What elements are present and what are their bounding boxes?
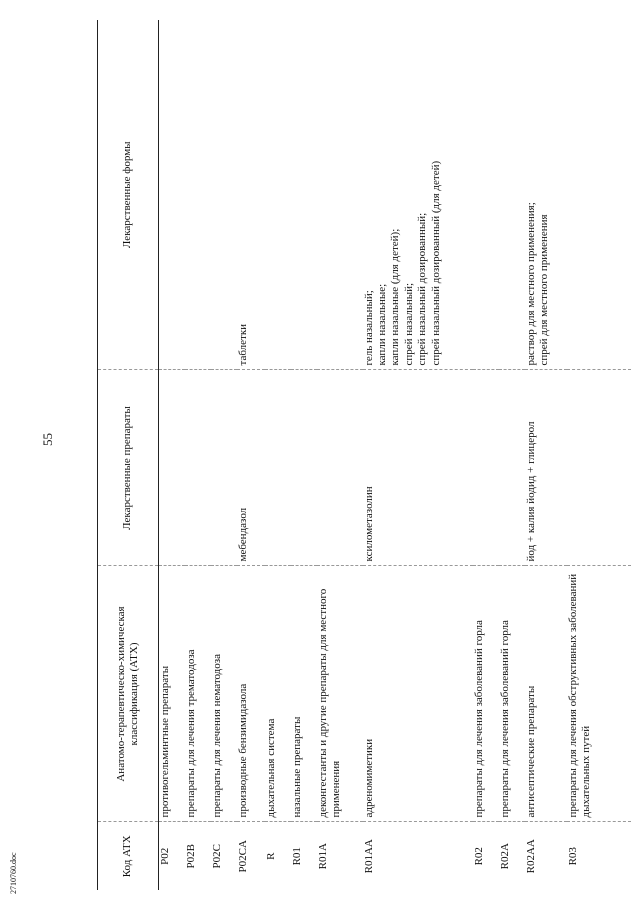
- cell-forms: [473, 20, 499, 370]
- cell-drug: [291, 370, 317, 566]
- cell-classification: противогельминтные препараты: [159, 566, 185, 822]
- table-row: [473, 20, 499, 890]
- cell-classification: препараты для лечения обструктивных заболеваний дыхательных путей: [567, 566, 631, 822]
- table-row: [237, 20, 265, 890]
- cell-classification: дыхательная система: [265, 566, 291, 822]
- table-row: [525, 20, 567, 890]
- page-number: 55: [40, 433, 55, 446]
- cell-forms: гель назальный; капли назальные; капли назальные (для детей); спрей назальный; спрей назальный дозированный; спрей назальный дозированный (для детей): [363, 20, 473, 370]
- table-row: [499, 20, 525, 890]
- cell-drug: [473, 370, 499, 566]
- cell-forms: [265, 20, 291, 370]
- cell-forms: [211, 20, 237, 370]
- table-row: [567, 20, 631, 890]
- footer-document-code: 2710760.doc: [9, 852, 18, 894]
- cell-code: R: [264, 852, 277, 860]
- cell-drug: [567, 370, 631, 566]
- rotated-table-container: [97, 20, 627, 890]
- cell-classification: препараты для лечения заболеваний горла: [473, 566, 499, 822]
- atx-table: [97, 20, 631, 890]
- cell-drug: [211, 370, 237, 566]
- table-row: [185, 20, 211, 890]
- cell-code: R02: [472, 847, 485, 866]
- table-header-row: [98, 20, 159, 890]
- cell-code: R02AA: [524, 839, 537, 874]
- cell-forms: [159, 20, 185, 370]
- header-classification: Анатомо-терапевтическо-химическая классификация (АТХ): [98, 566, 159, 822]
- cell-classification: антисептические препараты: [525, 566, 567, 822]
- header-drug: Лекарственные препараты: [98, 370, 159, 566]
- cell-code: R03: [566, 847, 579, 866]
- cell-code: R02A: [498, 843, 511, 870]
- cell-code: P02: [159, 847, 171, 865]
- table-row: [159, 20, 185, 890]
- header-forms: Лекарственные формы: [98, 20, 159, 370]
- table-row: [211, 20, 237, 890]
- cell-classification: адреномиметики: [363, 566, 473, 822]
- table-row: [317, 20, 363, 890]
- cell-code: P02C: [210, 844, 223, 869]
- cell-forms: [317, 20, 363, 370]
- cell-drug: [265, 370, 291, 566]
- cell-drug: ксилометазолин: [363, 370, 473, 566]
- cell-forms: [499, 20, 525, 370]
- cell-classification: назальные препараты: [291, 566, 317, 822]
- table-body: [159, 20, 631, 890]
- cell-forms: раствор для местного применения; спрей для местного применения: [525, 20, 567, 370]
- cell-classification: деконгестанты и другие препараты для местного применения: [317, 566, 363, 822]
- cell-drug: [159, 370, 185, 566]
- cell-code: R01A: [316, 843, 329, 870]
- table-row: [291, 20, 317, 890]
- cell-drug: [499, 370, 525, 566]
- cell-drug: [317, 370, 363, 566]
- cell-drug: мебендазол: [237, 370, 265, 566]
- cell-code: R01: [290, 847, 303, 866]
- cell-forms: [185, 20, 211, 370]
- cell-code: P02CA: [236, 840, 249, 873]
- cell-classification: препараты для лечения заболеваний горла: [499, 566, 525, 822]
- table-row: [363, 20, 473, 890]
- cell-forms: таблетки: [237, 20, 265, 370]
- cell-drug: йод + калия йодид + глицерол: [525, 370, 567, 566]
- cell-classification: производные бензимидазола: [237, 566, 265, 822]
- cell-drug: [185, 370, 211, 566]
- cell-forms: [291, 20, 317, 370]
- cell-code: R01AA: [362, 839, 375, 874]
- cell-classification: препараты для лечения нематодоза: [211, 566, 237, 822]
- table-row: [265, 20, 291, 890]
- cell-forms: [567, 20, 631, 370]
- cell-classification: препараты для лечения трематодоза: [185, 566, 211, 822]
- header-code: Код АТХ: [98, 822, 159, 890]
- cell-code: P02B: [184, 844, 197, 869]
